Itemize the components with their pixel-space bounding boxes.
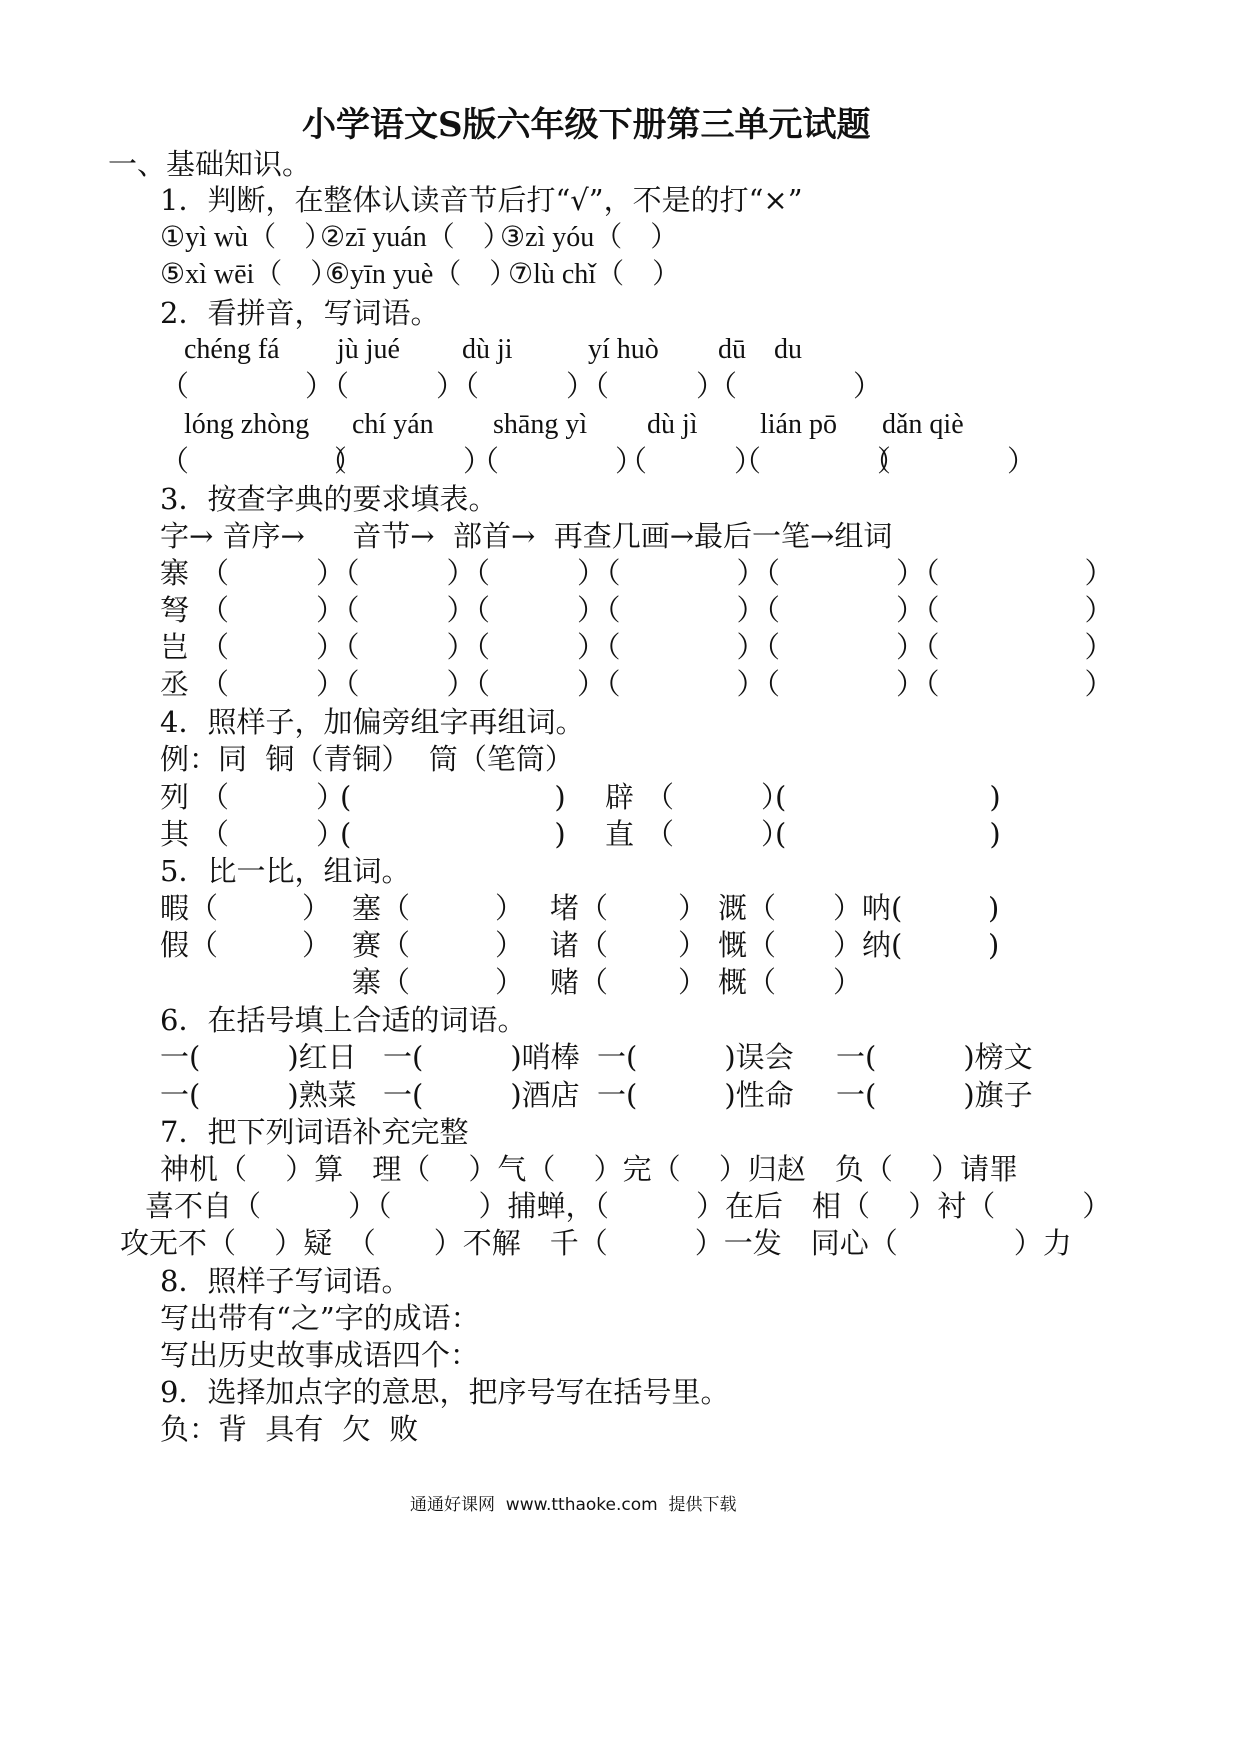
q8-line: 写出带有“之”字的成语： <box>160 1301 480 1335</box>
q2-blank: （ ） <box>580 369 726 403</box>
q2-blank: （ ） <box>618 444 764 478</box>
q3-blanks: （ ）（ ）（ ）（ ）（ ）（ ） <box>200 630 1114 664</box>
q5-item: 暇（ <box>160 891 219 925</box>
question-7-stem: 7．把下列词语补充完整 <box>160 1115 469 1149</box>
q3-char: 弩 <box>160 593 190 627</box>
q8-line: 写出历史故事成语四个： <box>160 1338 480 1372</box>
q2-pinyin: chí yán <box>352 409 434 440</box>
q4-blank: ( ) <box>775 780 1001 814</box>
q1-item: ③zì yóu（ ） <box>500 222 679 253</box>
q7-line: 神机（ ）算 理（ ）气（ ）完（ ）归赵 负（ ）请罪 <box>160 1152 1019 1186</box>
q1-item: ⑥yīn yuè（ ） <box>325 259 518 290</box>
q5-item: ） <box>678 928 708 962</box>
q6-item: 一( )误会 <box>597 1040 794 1074</box>
q4-example: 例：同 铜（青铜） 筒（笔筒） <box>160 742 574 776</box>
q6-item: 一( )性命 <box>597 1078 794 1112</box>
q5-item: 假（ <box>160 928 219 962</box>
q2-pinyin: dǎn qiè <box>882 409 964 440</box>
question-1-stem: 1．判断，在整体认读音节后打“√”，不是的打“×” <box>160 183 803 217</box>
q5-item: ） <box>678 965 708 999</box>
q5-item: ） <box>678 891 708 925</box>
q7-line: 喜不自（ ）（ ）捕蝉，（ ）在后 相（ ）衬（ ） <box>145 1189 1112 1223</box>
footer-note: 通通好课网 www.tthaoke.com 提供下载 <box>410 1495 737 1515</box>
question-8-stem: 8．照样子写词语。 <box>160 1264 411 1298</box>
q5-item: ）呐( <box>833 891 903 925</box>
q4-blank: （ ） <box>645 817 791 851</box>
q3-table-header: 字→ 音序→ 音节→ 部首→ 再查几画→最后一笔→组词 <box>160 519 893 553</box>
q5-item: ） <box>302 891 332 925</box>
q5-item: 赌（ <box>550 965 609 999</box>
q2-blank: （ ） <box>470 444 645 478</box>
q2-blank: （ ） <box>160 369 335 403</box>
q3-char: 岂 <box>160 630 190 664</box>
q2-blank: （ ） <box>862 444 1037 478</box>
q2-pinyin: yí huò <box>588 334 659 365</box>
q5-item: ) <box>988 891 1000 925</box>
q6-item: 一( )榜文 <box>836 1040 1033 1074</box>
q2-pinyin: shāng yì <box>493 409 588 440</box>
q2-blank: （ ） <box>450 369 596 403</box>
q5-item: ） <box>495 928 525 962</box>
question-2-stem: 2．看拼音，写词语。 <box>160 296 440 330</box>
q2-pinyin: dù jì <box>647 409 698 440</box>
q2-blank: （ ） <box>708 369 883 403</box>
question-9-stem: 9．选择加点字的意思，把序号写在括号里。 <box>160 1375 730 1409</box>
q1-item: ①yì wù（ ） <box>160 222 333 253</box>
q3-char: 丞 <box>160 667 190 701</box>
q4-blank: ( ) <box>340 817 566 851</box>
q1-item: ⑦lù chǐ（ ） <box>508 259 681 290</box>
q2-pinyin: chéng fá <box>184 334 280 365</box>
q3-blanks: （ ）（ ）（ ）（ ）（ ）（ ） <box>200 556 1114 590</box>
q5-item: ） <box>495 891 525 925</box>
q9-line: 负：背 具有 欠 败 <box>160 1412 419 1446</box>
section-heading: 一、基础知识。 <box>108 147 312 181</box>
q5-item: 塞（ <box>352 891 411 925</box>
q4-blank: ( ) <box>340 780 566 814</box>
q4-blank: （ ） <box>645 780 791 814</box>
q6-item: 一( )哨棒 <box>383 1040 580 1074</box>
q2-pinyin: lóng zhòng <box>184 409 310 440</box>
q5-item: ）纳( <box>833 928 903 962</box>
q5-item: 概（ <box>718 965 777 999</box>
q5-item: ） <box>302 928 332 962</box>
q6-item: 一( )旗子 <box>836 1078 1033 1112</box>
q5-item: ) <box>988 928 1000 962</box>
q1-item: ⑤xì wēi（ ） <box>160 259 339 290</box>
q2-pinyin: jù jué <box>337 334 400 365</box>
question-6-stem: 6．在括号填上合适的词语。 <box>160 1003 527 1037</box>
q4-char: 列 <box>160 780 190 814</box>
question-3-stem: 3．按查字典的要求填表。 <box>160 482 498 516</box>
q6-item: 一( )酒店 <box>383 1078 580 1112</box>
q5-item: ） <box>495 965 525 999</box>
q2-blank: （ ） <box>318 444 493 478</box>
page-title: 小学语文S版六年级下册第三单元试题 <box>302 105 871 145</box>
q1-item: ②zī yuán（ ） <box>320 222 511 253</box>
q4-char: 其 <box>160 817 190 851</box>
q7-line: 攻无不（ ）疑 （ ）不解 千（ ）一发 同心（ ）力 <box>120 1226 1072 1260</box>
q5-item: 诸（ <box>550 928 609 962</box>
q4-blank: ( ) <box>775 817 1001 851</box>
q4-char: 辟 <box>605 780 635 814</box>
q5-item: 寨（ <box>352 965 411 999</box>
q4-char: 直 <box>605 817 635 851</box>
q2-blank: （ ） <box>320 369 466 403</box>
q5-item: 溉（ <box>718 891 777 925</box>
q5-item: 赛（ <box>352 928 411 962</box>
q2-blank: （ ） <box>732 444 907 478</box>
q5-item: 慨（ <box>718 928 777 962</box>
q3-blanks: （ ）（ ）（ ）（ ）（ ）（ ） <box>200 593 1114 627</box>
q5-item: ） <box>833 965 863 999</box>
q2-blank: （ ） <box>160 444 364 478</box>
q3-char: 寨 <box>160 556 190 590</box>
q2-pinyin: dù ji <box>462 334 513 365</box>
q6-item: 一( )红日 <box>160 1040 357 1074</box>
q3-blanks: （ ）（ ）（ ）（ ）（ ）（ ） <box>200 667 1114 701</box>
question-4-stem: 4．照样子，加偏旁组字再组词。 <box>160 705 585 739</box>
q6-item: 一( )熟菜 <box>160 1078 357 1112</box>
question-5-stem: 5．比一比，组词。 <box>160 854 411 888</box>
q4-blank: （ ） <box>200 780 346 814</box>
q2-pinyin: dū du <box>718 334 803 365</box>
q5-item: 堵（ <box>550 891 609 925</box>
q2-pinyin: lián pō <box>760 409 837 440</box>
q4-blank: （ ） <box>200 817 346 851</box>
